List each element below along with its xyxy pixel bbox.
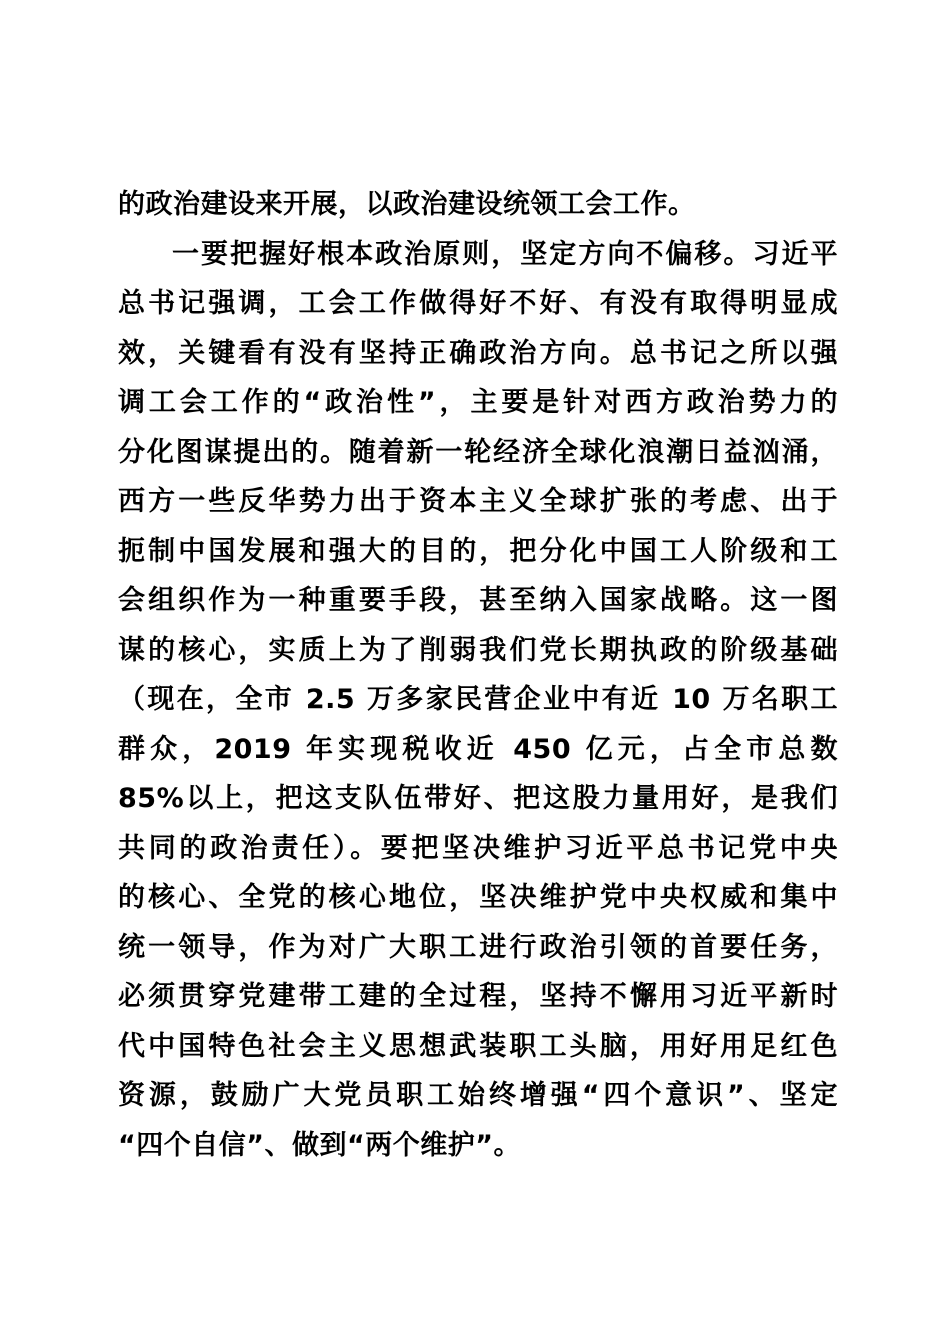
paragraph-line: 资源，鼓励广大党员职工始终增强“四个意识”、坚定 (118, 1080, 838, 1111)
paragraph-line: 总书记强调，工会工作做得好不好、有没有取得明显成 (118, 288, 838, 319)
paragraph-line: 的政治建设来开展，以政治建设统领工会工作。 (118, 189, 696, 220)
paragraph-line: 分化图谋提出的。随着新一轮经济全球化浪潮日益汹涌， (118, 436, 838, 468)
paragraph-line: 统一领导，作为对广大职工进行政治引领的首要任务， (118, 931, 838, 963)
paragraph-line: 必须贯穿党建带工建的全过程，坚持不懈用习近平新时 (118, 981, 838, 1012)
paragraph-line: 调工会工作的“政治性”，主要是针对西方政治势力的 (118, 387, 838, 418)
paragraph-line: 一要把握好根本政治原则，坚定方向不偏移。习近平 (172, 238, 838, 270)
paragraph-line: 代中国特色社会主义思想武装职工头脑，用好用足红色 (118, 1030, 838, 1062)
paragraph-line: 谋的核心，实质上为了削弱我们党长期执政的阶级基础 (118, 634, 838, 666)
paragraph-line: 效，关键看有没有坚持正确政治方向。总书记之所以强 (118, 337, 838, 369)
paragraph-line: 的核心、全党的核心地位，坚决维护党中央权威和集中 (118, 882, 838, 913)
paragraph-line: （现在，全市 2.5 万多家民营企业中有近 10 万名职工 (118, 684, 838, 715)
paragraph-line: “四个自信”、做到“两个维护”。 (118, 1129, 521, 1161)
paragraph-line: 群众，2019 年实现税收近 450 亿元，占全市总数 (118, 733, 838, 765)
paragraph-line: 西方一些反华势力出于资本主义全球扩张的考虑、出于 (118, 486, 838, 517)
paragraph-line: 共同的政治责任）。要把坚决维护习近平总书记党中央 (118, 832, 838, 864)
body-text (118, 180, 838, 1170)
paragraph-line: 会组织作为一种重要手段，甚至纳入国家战略。这一图 (118, 585, 838, 616)
paragraph-line: 85%以上，把这支队伍带好、把这股力量用好，是我们 (118, 783, 838, 814)
paragraph-line: 扼制中国发展和强大的目的，把分化中国工人阶级和工 (118, 535, 838, 567)
